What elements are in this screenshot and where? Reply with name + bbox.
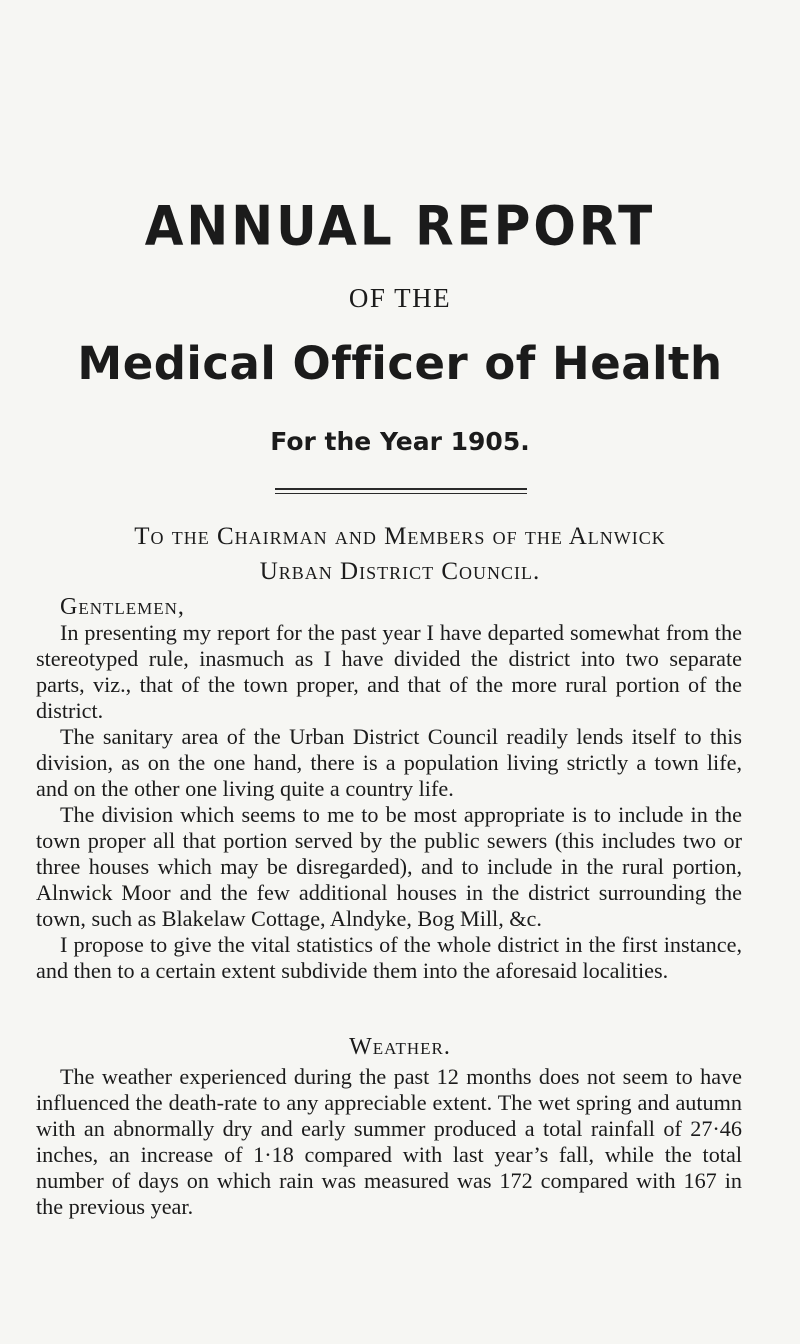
paragraph-2: The sanitary area of the Urban District Council readily lends itself to this division, as on the one hand, there is a population living strictly a town life, and on the other one living quite a country life. xyxy=(36,724,742,801)
divider-rule-thick xyxy=(275,488,527,490)
report-year-line: For the Year 1905. xyxy=(270,427,530,456)
divider-rule-thin xyxy=(275,493,527,494)
report-heading: Medical Officer of Health xyxy=(77,337,723,390)
paragraph-3: The division which seems to me to be most appropriate is to include in the town proper all that portion served by the public sewers (this includes two or three houses which may be disregarded), and to include in the rural portion, Alnwick Moor and the few additional houses in the district surrounding the town, such as Blakelaw Cottage, Alndyke, Bog Mill, &c. xyxy=(36,802,742,931)
report-title: ANNUAL REPORT xyxy=(144,194,656,258)
paragraph-1: In presenting my report for the past year I have departed somewhat from the stereotyped rule, inasmuch as I have divided the district into two separate parts, viz., that of the town proper, and that of the more rural portion of the district. xyxy=(36,620,742,723)
salutation: Gentlemen, xyxy=(60,594,185,620)
address-line-1: To the Chairman and Members of the Alnwick xyxy=(134,523,666,550)
weather-paragraph: The weather experienced during the past 12 months does not seem to have influenced the death-rate to any appreciable extent. The wet spring and autumn with an abnormally dry and early summer produced a total rainfall of 27·46 inches, an increase of 1·18 compared with last year’s fall, while the total number of days on which rain was measured was 172 compared with 167 in the previous year. xyxy=(36,1064,742,1219)
body-paragraphs xyxy=(36,620,742,984)
paragraph-4: I propose to give the vital statistics of the whole district in the first instance, and then to a certain extent subdivide them into the aforesaid localities. xyxy=(36,932,742,983)
weather-block xyxy=(36,1064,742,1220)
address-line-2: Urban District Council. xyxy=(259,558,541,585)
report-subtitle: OF THE xyxy=(348,283,452,313)
section-heading-weather: Weather. xyxy=(349,1034,451,1060)
